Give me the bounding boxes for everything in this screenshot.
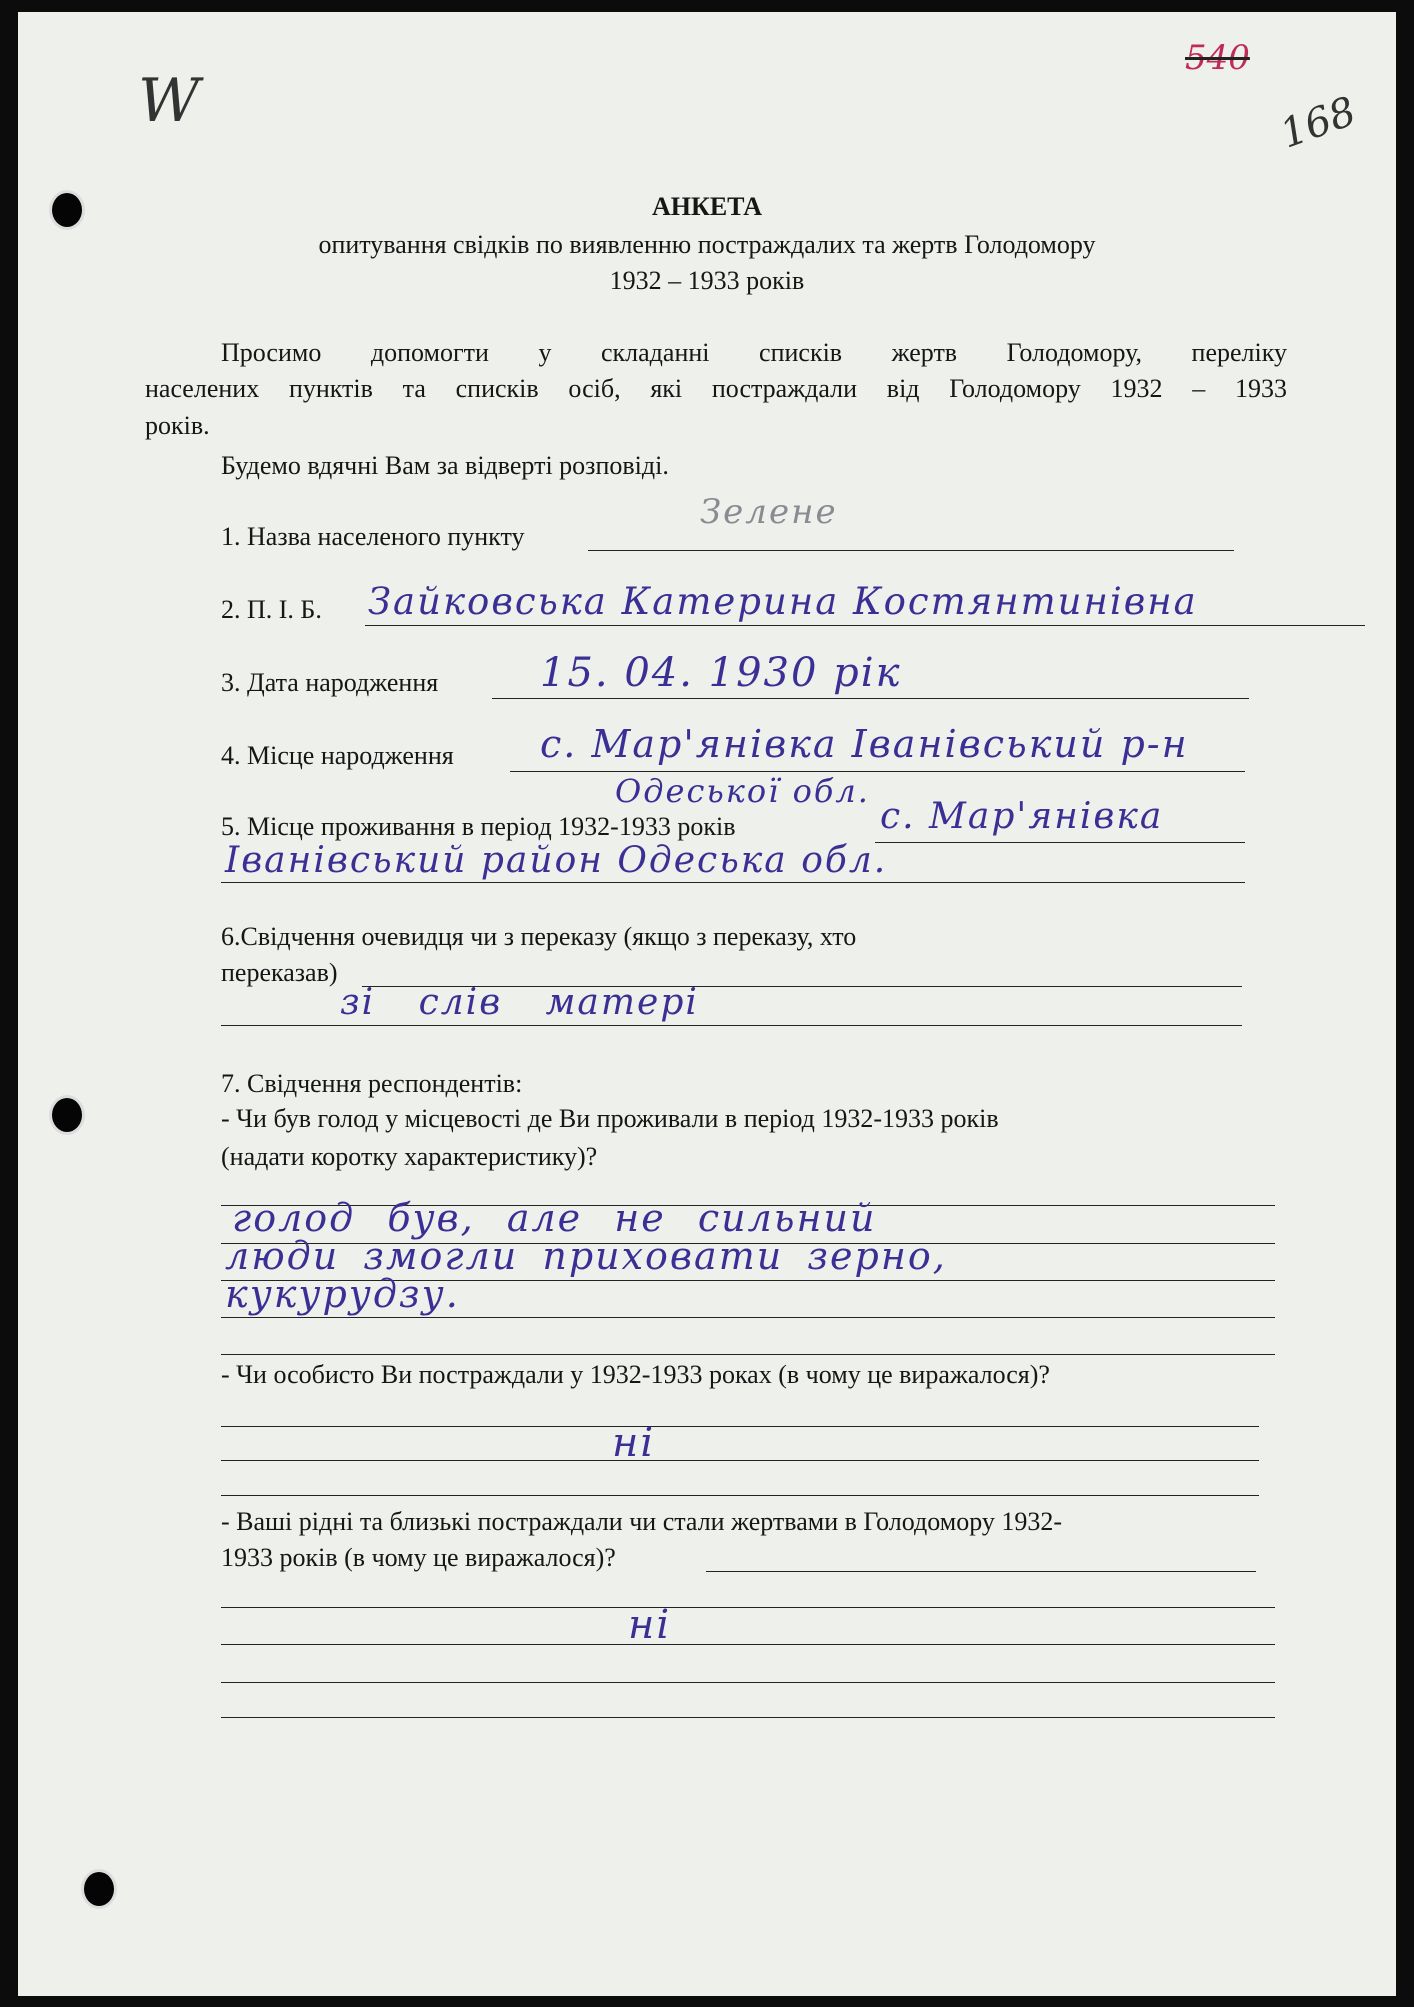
answer-line bbox=[221, 1495, 1259, 1496]
name-value[interactable]: Зайковська Катерина Костянтинівна bbox=[368, 580, 1198, 623]
answer-line bbox=[221, 1317, 1275, 1318]
q1-answer-line-1[interactable]: голод був, але не сильний bbox=[232, 1196, 877, 1240]
form-title: АНКЕТА bbox=[651, 192, 763, 221]
answer-line bbox=[221, 1717, 1275, 1718]
answer-line bbox=[221, 1426, 1259, 1427]
document-page bbox=[18, 12, 1396, 1996]
q1-line-2: (надати коротку характеристику)? bbox=[221, 1142, 598, 1171]
birth-place-value-2[interactable]: Одеської обл. bbox=[615, 772, 870, 810]
birth-place-label: 4. Місце народження bbox=[221, 741, 454, 770]
residence-value-2[interactable]: Іванівський район Одеська обл. bbox=[225, 840, 888, 881]
residence-line bbox=[875, 842, 1245, 843]
intro-line-3: років. bbox=[145, 411, 210, 440]
q3-answer[interactable]: ні bbox=[628, 1602, 672, 1648]
q1-answer-line-2[interactable]: люди змогли приховати зерно, bbox=[225, 1234, 947, 1278]
archive-number-struck: 540 bbox=[1185, 38, 1250, 78]
q1-line-1: - Чи був голод у місцевості де Ви проживали в період 1932-1933 років bbox=[221, 1104, 999, 1133]
settlement-value[interactable]: Зелене bbox=[700, 492, 838, 532]
answer-line bbox=[221, 1460, 1259, 1461]
q3-line-2: 1933 років (в чому це виражалося)? bbox=[221, 1543, 616, 1572]
answer-line bbox=[706, 1571, 1256, 1572]
section-7-title: 7. Свідчення респондентів: bbox=[221, 1069, 523, 1098]
punch-hole bbox=[84, 1872, 114, 1906]
testimony-source-label: 6.Свідчення очевидця чи з переказу (якщо з переказу, хто bbox=[221, 922, 857, 951]
residence-value[interactable]: с. Мар'янівка bbox=[880, 796, 1164, 837]
answer-line bbox=[221, 1682, 1275, 1683]
name-label: 2. П. І. Б. bbox=[221, 595, 322, 624]
q3-line-1: - Ваші рідні та близькі постраждали чи стали жертвами в Голодомору 1932- bbox=[221, 1507, 1063, 1536]
birth-place-value[interactable]: с. Мар'янівка Іванівський р-н bbox=[540, 722, 1189, 766]
birth-date-line bbox=[492, 698, 1249, 699]
name-line bbox=[365, 625, 1365, 626]
intro-line-2: населених пунктів та списків осіб, які постраждали від Голодомору 1932 – 1933 bbox=[145, 374, 1287, 403]
archive-number: 168 bbox=[1274, 88, 1362, 158]
answer-line bbox=[221, 1354, 1275, 1355]
initials-mark: W bbox=[138, 66, 200, 136]
intro-line-1: Просимо допомогти у складанні списків жертв Голодомору, переліку bbox=[221, 338, 1287, 367]
q1-answer-line-3[interactable]: кукурудзу. bbox=[225, 1272, 460, 1316]
residence-label: 5. Місце проживання в період 1932-1933 років bbox=[221, 812, 736, 841]
form-years: 1932 – 1933 років bbox=[609, 266, 805, 295]
testimony-source-label-2: переказав) bbox=[221, 958, 338, 987]
answer-line bbox=[221, 1607, 1275, 1608]
answer-line bbox=[221, 1644, 1275, 1645]
residence-line-2 bbox=[221, 882, 1245, 883]
form-subtitle: опитування свідків по виявленню постраждалих та жертв Голодомору bbox=[318, 230, 1096, 259]
birth-date-label: 3. Дата народження bbox=[221, 668, 439, 697]
birth-date-value[interactable]: 15. 04. 1930 рік bbox=[540, 650, 902, 696]
intro-thanks: Будемо вдячні Вам за відверті розповіді. bbox=[221, 451, 669, 480]
settlement-label: 1. Назва населеного пункту bbox=[221, 522, 525, 551]
punch-hole bbox=[52, 1098, 82, 1132]
testimony-source-line-2 bbox=[221, 1025, 1242, 1026]
q2-answer[interactable]: ні bbox=[612, 1420, 656, 1466]
q2-line-1: - Чи особисто Ви постраждали у 1932-1933 роках (в чому це виражалося)? bbox=[221, 1360, 1050, 1389]
settlement-line bbox=[588, 550, 1234, 551]
testimony-source-value[interactable]: зі слів матері bbox=[340, 982, 699, 1023]
